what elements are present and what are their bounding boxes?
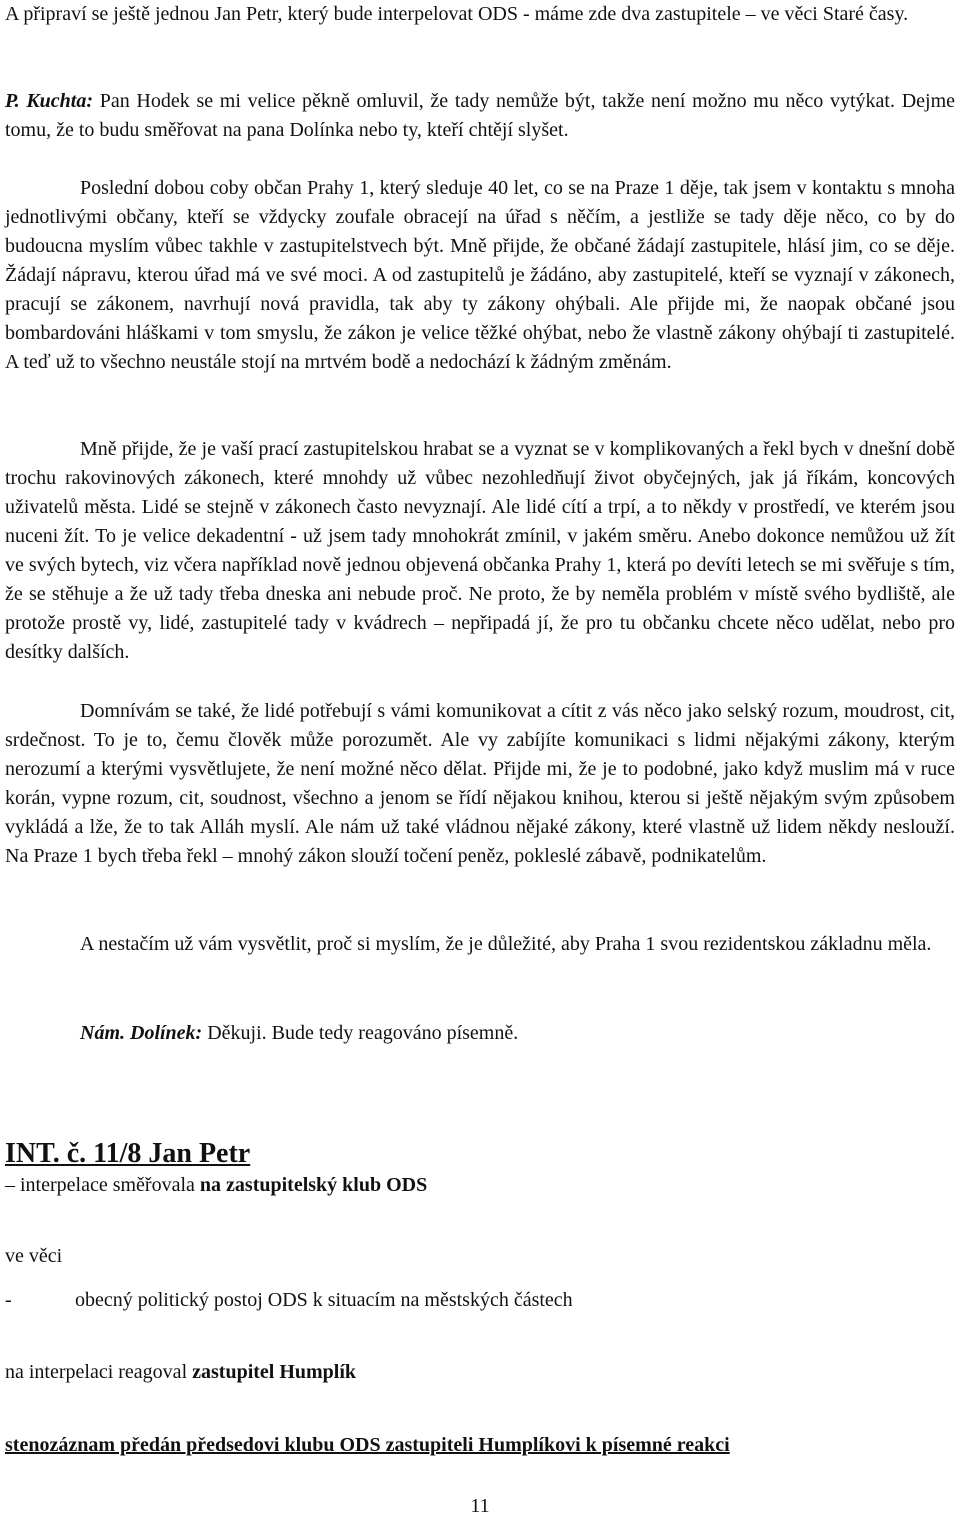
bullet-dash: - (5, 1289, 12, 1311)
transcript-line: stenozáznam předán předsedovi klubu ODS zastupiteli Humplíkovi k písemné reakci (5, 1434, 730, 1456)
body-paragraph-3: Domnívám se také, že lidé potřebují s vámi komunikovat a cítit z vás něco jako selský rozum, moudrost, cit, srdečnost. To je to, čemu člověk může porozumět. Ale vy zabíjíte komunikaci s lidmi nějakými zákony, kterým nerozumí a kterými vysvětlujete, že není možné něco dělat. Přijde mi, že je to podobné, jako když muslim má v ruce korán, vypne rozum, cit, soudnost, všechno a jenom se řídí nějakou knihou, kterou si ještě nějakým svým způsobem vykládá a lže, že to tak Alláh myslí. Ale nám už také vládnou nějaké zákony, které vlastně už lidem někdy neslouží. Na Praze 1 bych třeba řekl – mnohý zákon slouží točení peněz, pokleslé zábavě, podnikatelům. (5, 700, 955, 867)
matter-label: ve věci (5, 1245, 63, 1267)
interpellation-directed: – interpelace směřovala na zastupitelský klub ODS (5, 1174, 428, 1196)
matter-item: - obecný politický postoj ODS k situacím na městských částech (5, 1289, 573, 1311)
speaker-kuchta: P. Kuchta: (5, 90, 94, 112)
dolinek-paragraph (5, 1019, 955, 1048)
interpellation-title: INT. č. 11/8 Jan Petr (5, 1138, 251, 1169)
speaker-dolinek: Nám. Dolínek: (80, 1022, 203, 1044)
body-paragraph-2: Mně přijde, že je vaší prací zastupitelskou hrabat se a vyznat se v komplikovaných a řekl bych v dnešní době trochu rakovinových zákonech, které mnohdy už vůbec nezohledňují život obyčejných, jak já říkám, koncových uživatelů města. Lidé se stejně v zákonech často nevyznají. Ale lidé cítí a trpí, a to někdy v prostředí, ve kterém jsou nuceni žít. To je velice dekadentní - už jsem tady mnohokrát zmínil, v jakém směru. Anebo dokonce nemůžou už žít ve svých bytech, viz včera například nově jednou objevená občanka Prahy 1, která po devíti letech se mi svěřuje s tím, že se stěhuje a že už tady třeba dneska ani nebude proč. Ne proto, že by neměla problém v místě svého bydliště, ale protože prostě vy, lidé, zastupitelé tady v kvádrech – nepřipadá jí, že pro tu občanku chcete něco udělat, nebo pro desítky dalších. (5, 438, 955, 663)
body-paragraph-4: A nestačím už vám vysvětlit, proč si myslím, že je důležité, aby Praha 1 svou rezidentskou základnu měla. (80, 933, 932, 955)
kuchta-paragraph (5, 87, 955, 145)
body-paragraph-1: Poslední dobou coby občan Prahy 1, který sleduje 40 let, co se na Praze 1 děje, tak jsem v kontaktu s mnoha jednotlivými občany, kteří se vždycky zoufale obracejí na úřad s něčím, a jestliže se tady děje něco, co by do budoucna myslím vůbec takhle v zastupitelstvech být. Mně přijde, že občané žádají zastupitele, hlásí jim, co se děje. Žádají nápravu, kterou úřad má ve své moci. A od zastupitelů je žádáno, aby zastupitelé, kteří se vyznají v zákonech, pracují se zákonem, navrhují nová pravidla, tak aby ty zákony ohýbali. Ale přijde mi, že naopak občané jsou bombardováni hláškami v tom smyslu, že zákon je velice těžké ohýbat, nebo že vlastně zákony ohýbají ti zastupitelé. A teď už to všechno neustále stojí na mrtvém bodě a nedochází k žádným změnám. (5, 177, 955, 373)
kuchta-text: Pan Hodek se mi velice pěkně omluvil, že tady nemůže být, takže není možno mu něco vytýkat. Dejme tomu, že to budu směřovat na pana Dolínka nebo ty, kteří chtějí slyšet. (5, 90, 955, 141)
dolinek-text: Děkuji. Bude tedy reagováno písemně. (202, 1022, 519, 1044)
intro-paragraph: A připraví se ještě jednou Jan Petr, který bude interpelovat ODS - máme zde dva zastupitele – ve věci Staré časy. (5, 3, 909, 25)
page-number: 11 (470, 1495, 490, 1517)
reacted-line: na interpelaci reagoval zastupitel Humplík (5, 1361, 357, 1383)
